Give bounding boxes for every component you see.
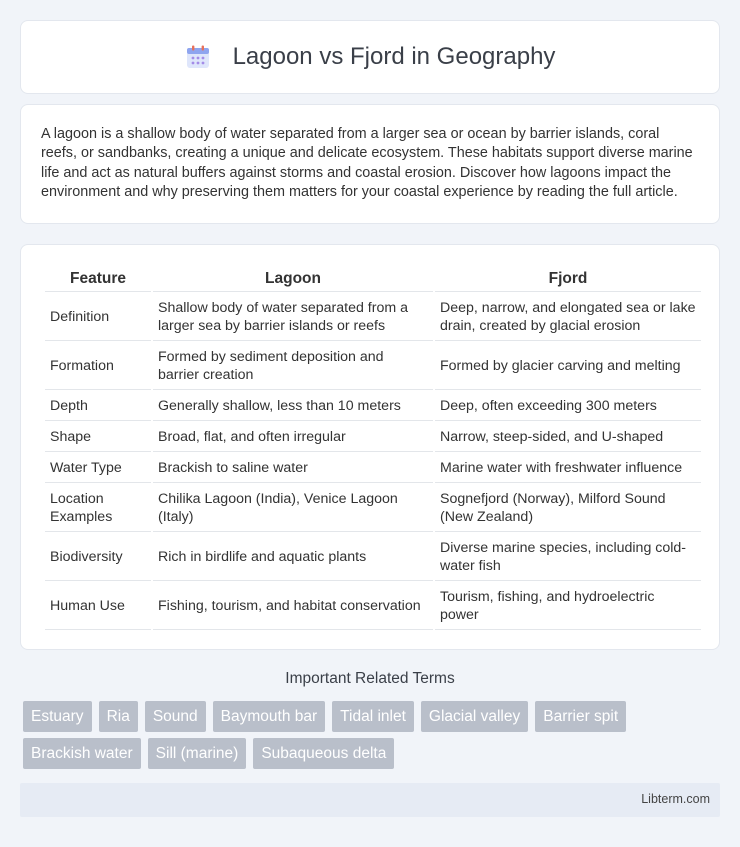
calendar-icon [185,44,211,70]
table-cell-feature: Location Examples [45,485,151,532]
table-row [45,454,701,483]
table-header-row [45,267,701,292]
table-cell-feature: Formation [45,343,151,390]
table-row [45,392,701,421]
tag-ria[interactable]: Ria [99,701,138,732]
table-cell-feature: Water Type [45,454,151,483]
table-cell-feature: Depth [45,392,151,421]
tag-sound[interactable]: Sound [145,701,206,732]
table-cell-lagoon: Fishing, tourism, and habitat conservation [153,583,433,630]
table-cell-fjord: Tourism, fishing, and hydroelectric power [435,583,701,630]
table-cell-fjord: Narrow, steep-sided, and U-shaped [435,423,701,452]
title-wrap [185,43,556,71]
comparison-table [43,265,703,632]
table-row [45,485,701,532]
table-row [45,343,701,390]
header-card [20,20,720,94]
related-terms-tags [23,701,723,775]
tag-row [23,738,723,769]
table-cell-feature: Definition [45,294,151,341]
tag-baymouth-bar[interactable]: Baymouth bar [213,701,326,732]
tag-sill-marine[interactable]: Sill (marine) [148,738,247,769]
table-cell-lagoon: Generally shallow, less than 10 meters [153,392,433,421]
table-cell-feature: Human Use [45,583,151,630]
table-cell-lagoon: Brackish to saline water [153,454,433,483]
tag-barrier-spit[interactable]: Barrier spit [535,701,626,732]
tag-brackish-water[interactable]: Brackish water [23,738,141,769]
header-fjord: Fjord [435,267,701,292]
table-cell-lagoon: Broad, flat, and often irregular [153,423,433,452]
table-cell-lagoon: Formed by sediment deposition and barrier creation [153,343,433,390]
table-row [45,534,701,581]
table-row [45,423,701,452]
header-feature: Feature [45,267,151,292]
table-cell-lagoon: Shallow body of water separated from a larger sea by barrier islands or reefs [153,294,433,341]
table-cell-fjord: Deep, often exceeding 300 meters [435,392,701,421]
page-title: Lagoon vs Fjord in Geography [232,43,556,70]
table-cell-fjord: Sognefjord (Norway), Milford Sound (New Zealand) [435,485,701,532]
table-cell-fjord: Deep, narrow, and elongated sea or lake drain, created by glacial erosion [435,294,701,341]
tag-glacial-valley[interactable]: Glacial valley [421,701,528,732]
footer-site-link[interactable]: Libterm.com [641,792,710,806]
table-cell-fjord: Formed by glacier carving and melting [435,343,701,390]
related-terms-title: Important Related Terms [285,670,455,687]
table-cell-feature: Biodiversity [45,534,151,581]
tag-subaqueous-delta[interactable]: Subaqueous delta [253,738,394,769]
tag-estuary[interactable]: Estuary [23,701,92,732]
tag-tidal-inlet[interactable]: Tidal inlet [332,701,414,732]
comparison-table-card [20,244,720,650]
table-cell-lagoon: Rich in birdlife and aquatic plants [153,534,433,581]
table-cell-lagoon: Chilika Lagoon (India), Venice Lagoon (Italy) [153,485,433,532]
intro-card [20,104,720,224]
header-lagoon: Lagoon [153,267,433,292]
table-cell-feature: Shape [45,423,151,452]
footer [20,783,720,817]
tag-row [23,701,723,732]
table-row [45,583,701,630]
table-cell-fjord: Marine water with freshwater influence [435,454,701,483]
table-cell-fjord: Diverse marine species, including cold-water fish [435,534,701,581]
table-row [45,294,701,341]
intro-paragraph: A lagoon is a shallow body of water separated from a larger sea or ocean by barrier islands, coral reefs, or sandbanks, creating a unique and delicate ecosystem. These habitats support diverse marine life and act as natural buffers against storms and coastal erosion. Discover how lagoons impact the environment and why preserving them matters for your coastal experience by reading the full article. [41,126,693,201]
